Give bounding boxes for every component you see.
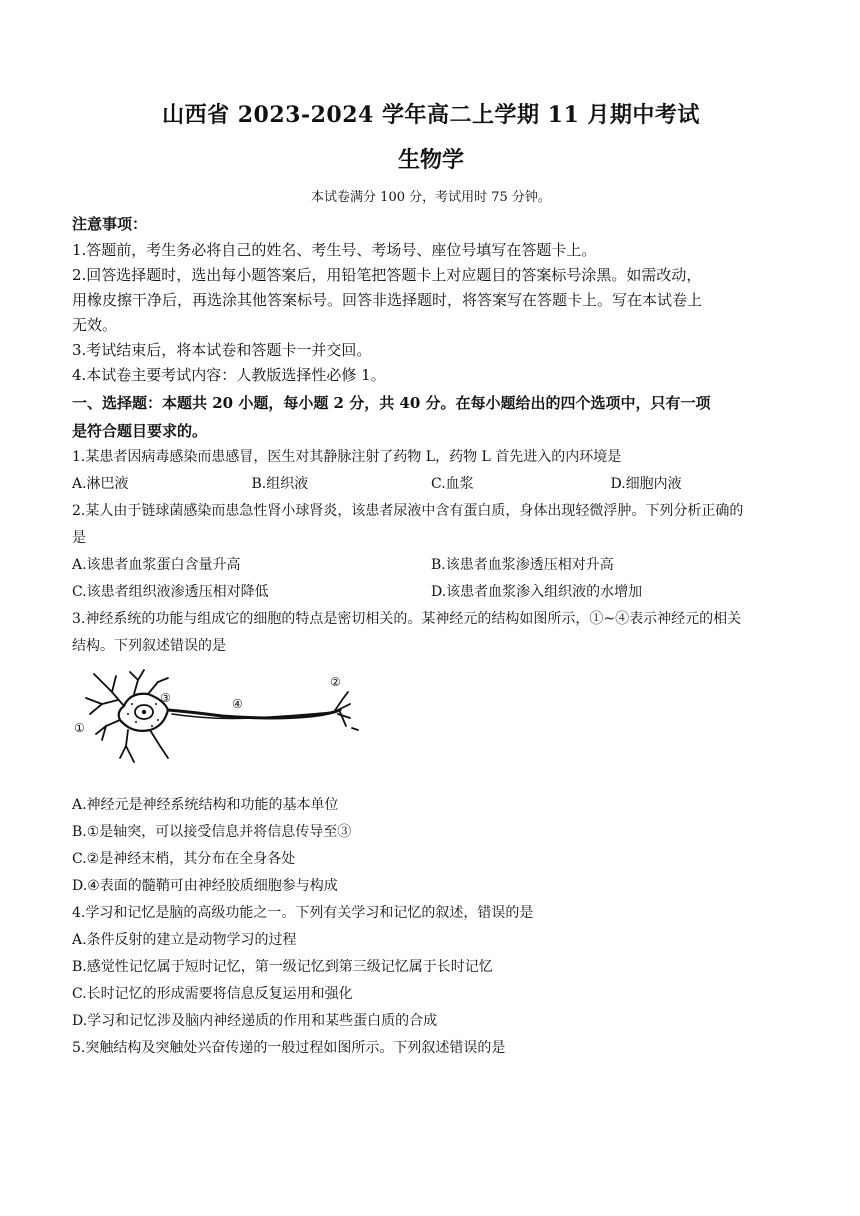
question-4-stem: 4.学习和记忆是脑的高级功能之一。下列有关学习和记忆的叙述，错误的是 [72,905,534,921]
question-3-stem: 3.神经系统的功能与组成它的细胞的特点是密切相关的。某神经元的结构如图所示，①~④表示神经元的相关 [72,611,742,627]
question-2-stem: 是 [72,530,86,546]
question-1-options [72,471,790,498]
question-3-stem: 结构。下列叙述错误的是 [72,638,226,654]
option-a: A.该患者血浆蛋白含量升高 [72,557,241,573]
notice-item: 无效。 [72,316,118,334]
exam-subject: 生物学 [397,147,464,173]
question-3-option: C.②是神经末梢，其分布在全身各处 [72,851,296,867]
option-c: C.血浆 [431,476,474,492]
option-b: B.组织液 [251,476,309,492]
question-4-option: C.长时记忆的形成需要将信息反复运用和强化 [72,986,353,1002]
question-3-option: B.①是轴突，可以接受信息并将信息传导至③ [72,824,352,840]
section-heading: 是符合题目要求的。 [72,422,208,440]
option-c: C.该患者组织液渗透压相对降低 [72,584,269,600]
question-2-stem: 2.某人由于链球菌感染而患急性肾小球肾炎，该患者尿液中含有蛋白质，身体出现轻微浮肿。下列分析正确的 [72,503,744,519]
question-4-option: B.感觉性记忆属于短时记忆，第一级记忆到第三级记忆属于长时记忆 [72,959,493,975]
exam-page [72,98,790,1062]
notice-title: 注意事项： [72,215,148,233]
notice-item: 用橡皮擦干净后，再选涂其他答案标号。回答非选择题时，将答案写在答题卡上。写在本试卷上 [72,291,703,309]
question-4-option: D.学习和记忆涉及脑内神经递质的作用和某些蛋白质的合成 [72,1013,438,1029]
figure-label: ② [330,675,341,689]
figure-label: ④ [232,697,243,711]
notice-item: 3.考试结束后，将本试卷和答题卡一并交回。 [72,341,372,359]
option-d: D.该患者血浆渗入组织液的水增加 [431,584,643,600]
question-2-options [72,552,790,579]
question-3-option: D.④表面的髓鞘可由神经胶质细胞参与构成 [72,878,338,894]
notice-item: 1.答题前，考生务必将自己的姓名、考生号、考场号、座位号填写在答题卡上。 [72,241,597,259]
option-a: A.淋巴液 [72,476,129,492]
option-b: B.该患者血浆渗透压相对升高 [431,557,614,573]
question-5-stem: 5.突触结构及突触处兴奋传递的一般过程如图所示。下列叙述错误的是 [72,1040,506,1056]
question-4-option: A.条件反射的建立是动物学习的过程 [72,932,297,948]
question-2-options [72,579,790,606]
neuron-figure [72,664,372,782]
option-d: D.细胞内液 [610,476,682,492]
notice-item: 2.回答选择题时，选出每小题答案后，用铅笔把答题卡上对应题目的答案标号涂黑。如需改动， [72,266,702,284]
figure-label: ③ [160,691,171,705]
exam-title: 山西省 2023-2024 学年高二上学期 11 月期中考试 [162,102,700,128]
question-1-stem: 1.某患者因病毒感染而患感冒，医生对其静脉注射了药物 L，药物 L 首先进入的内环境是 [72,449,622,465]
exam-meta: 本试卷满分 100 分，考试用时 75 分钟。 [311,190,551,205]
figure-label: ① [74,721,85,735]
section-heading: 一、选择题：本题共 20 小题，每小题 2 分，共 40 分。在每小题给出的四个选项中，只有一项 [72,394,711,412]
notice-item: 4.本试卷主要考试内容：人教版选择性必修 1。 [72,366,386,384]
question-3-option: A.神经元是神经系统结构和功能的基本单位 [72,797,339,813]
